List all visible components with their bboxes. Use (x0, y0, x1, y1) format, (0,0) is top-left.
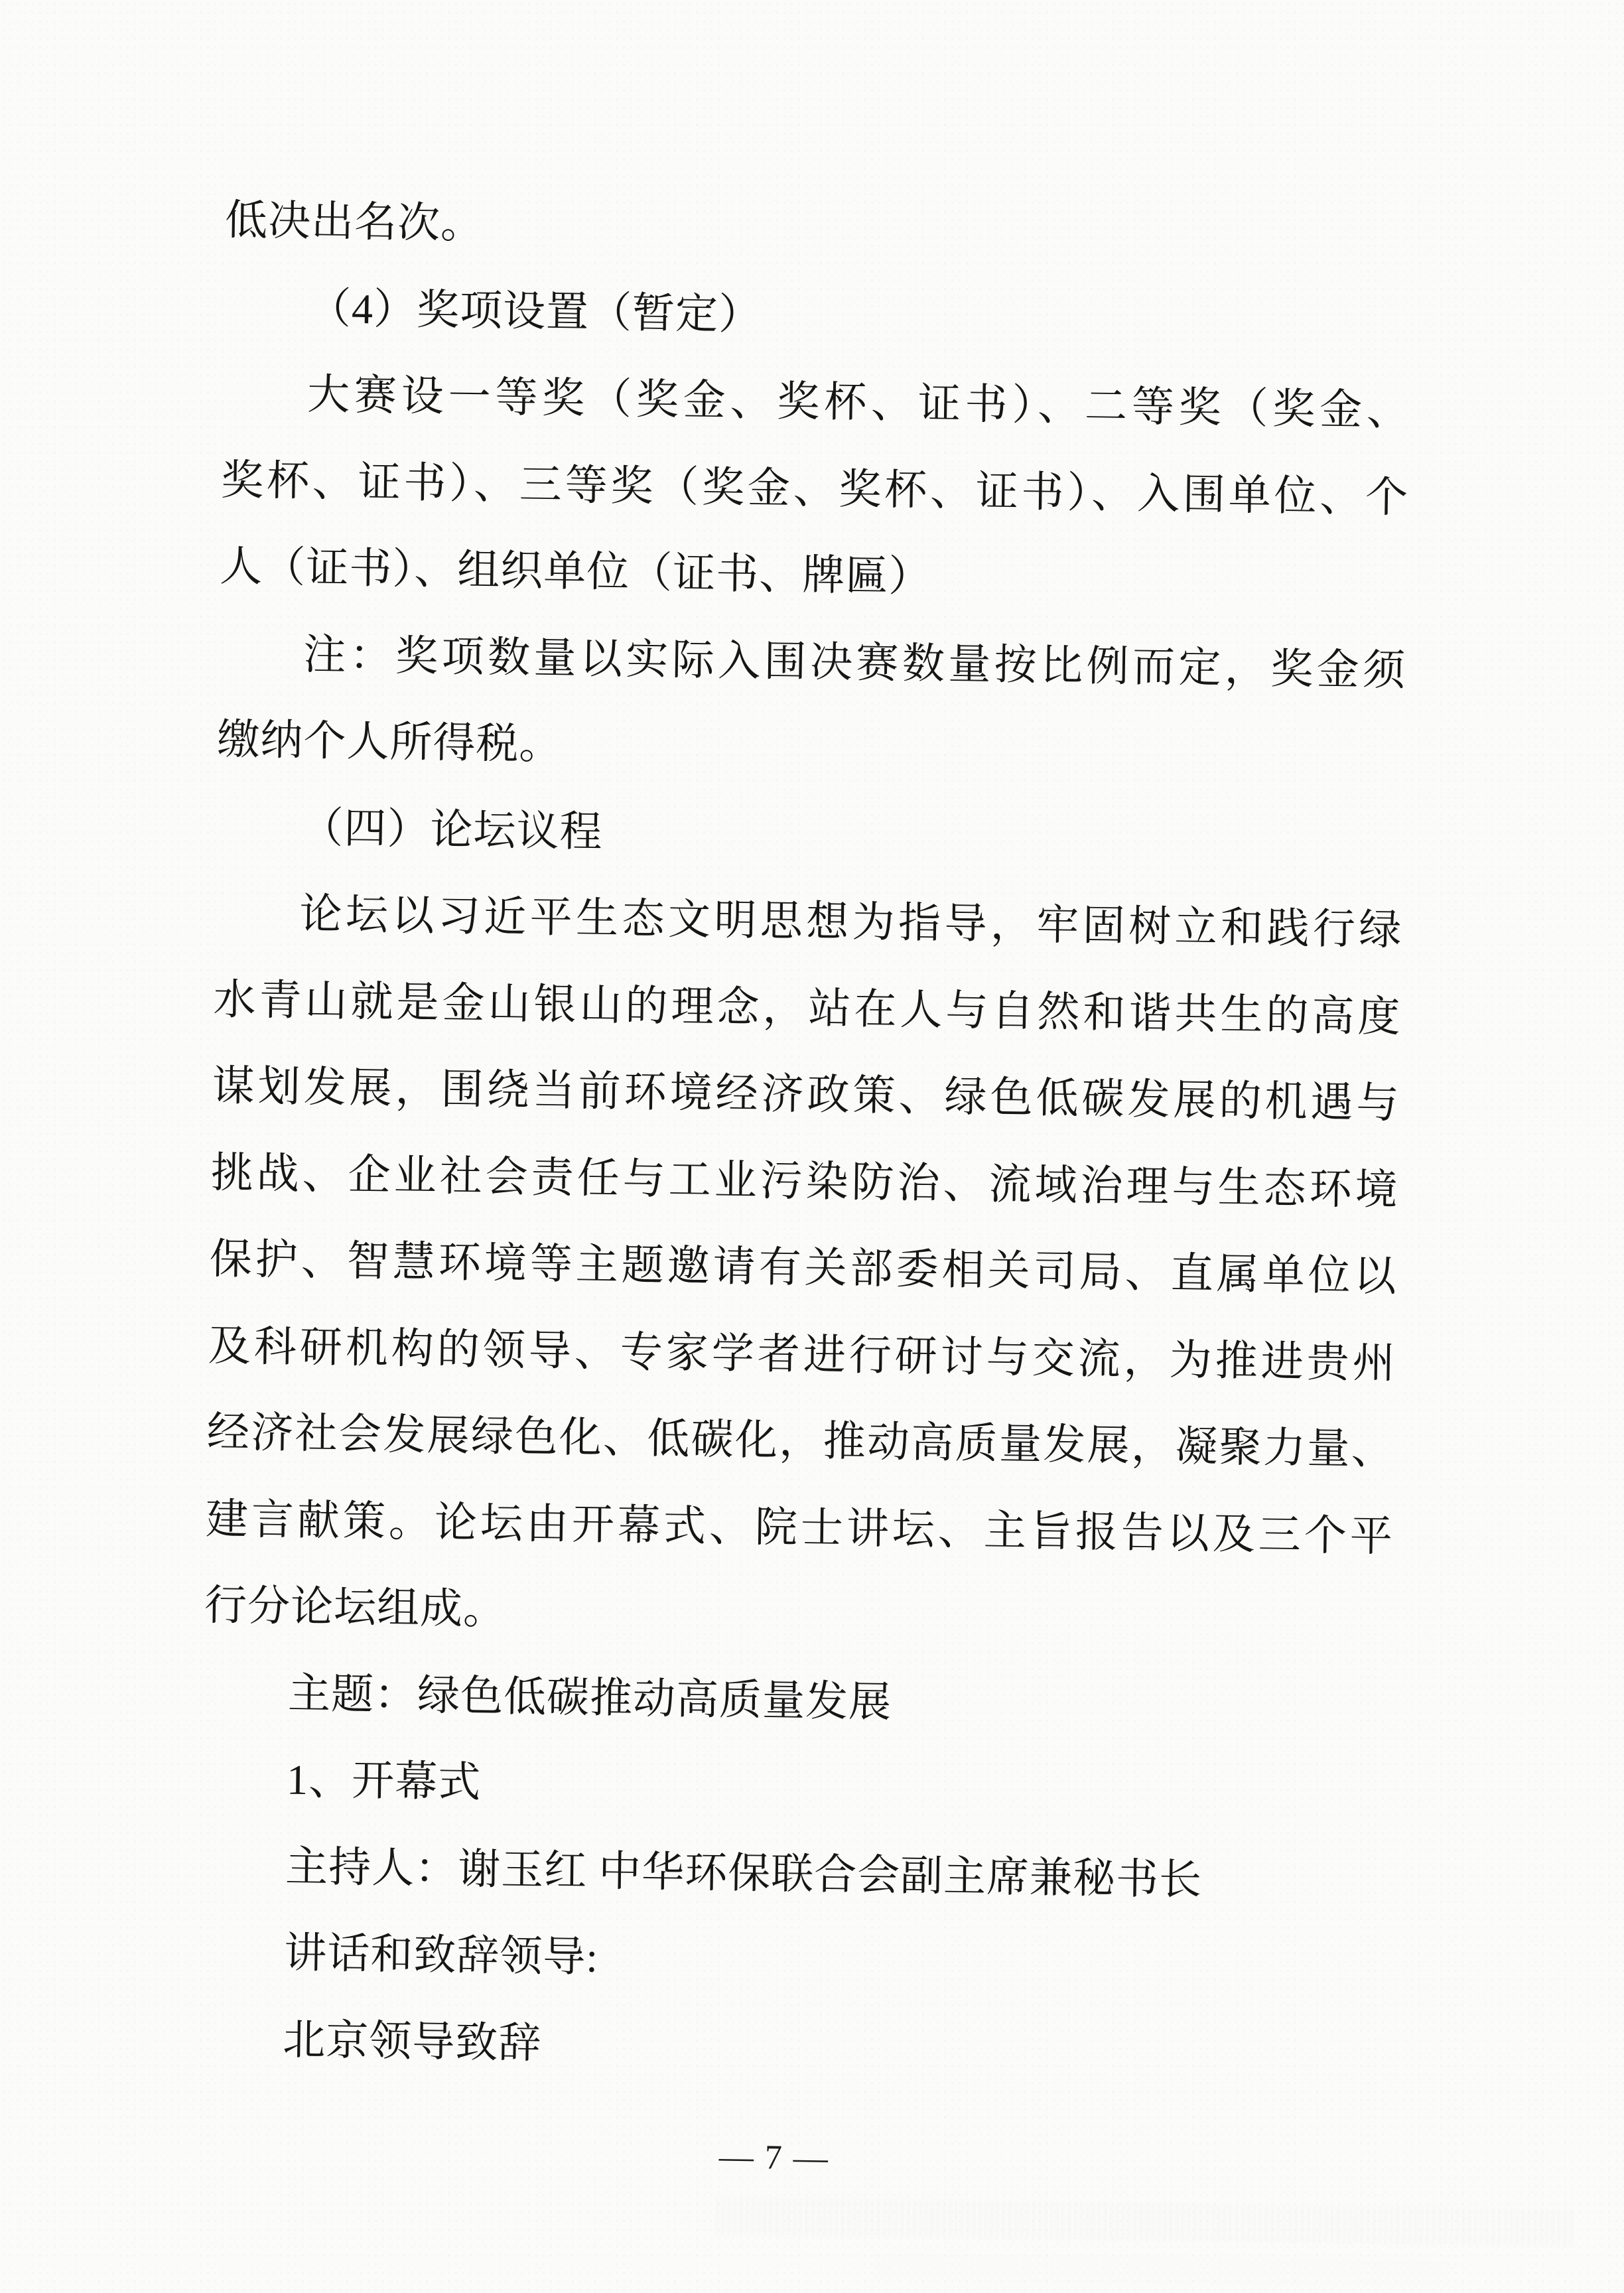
text-line: 谋划发展，围绕当前环境经济政策、绿色低碳发展的机遇与 (212, 1062, 1400, 1127)
scan-smudge (716, 2197, 1573, 2247)
text-line: 低决出名次。 (224, 196, 484, 247)
text-line: 主持人：谢玉红 中华环保联合会副主席兼秘书长 (285, 1842, 1203, 1904)
scan-smudge (876, 2253, 1446, 2288)
text-line: （四）论坛议程 (300, 803, 603, 856)
text-line: 大赛设一等奖（奖金、奖杯、证书）、二等奖（奖金、 (306, 370, 1410, 435)
text-line: 挑战、企业社会责任与工业污染防治、流域治理与生态环境 (210, 1148, 1399, 1214)
text-line: 奖杯、证书）、三等奖（奖金、奖杯、证书）、入围单位、个 (220, 456, 1409, 521)
text-line: 行分论坛组成。 (204, 1581, 507, 1633)
text-line: 水青山就是金山银山的理念，站在人与自然和谐共生的高度 (213, 975, 1401, 1040)
text-line: 建言献策。论坛由开幕式、院士讲坛、主旨报告以及三个平 (205, 1495, 1394, 1560)
text-line: 北京领导致辞 (282, 2016, 542, 2067)
text-line: 人（证书）、组织单位（证书、牌匾） (219, 542, 932, 600)
text-line: 经济社会发展绿色化、低碳化，推动高质量发展，凝聚力量、 (206, 1408, 1395, 1474)
text-line: 论坛以习近平生态文明思想为指导，牢固树立和践行绿 (299, 890, 1402, 954)
text-line: 保护、智慧环境等主题邀请有关部委相关司局、直属单位以 (209, 1235, 1398, 1300)
page-number: — 7 — (718, 2138, 830, 2178)
document-body (196, 177, 1412, 2187)
text-line: 缴纳个人所得税。 (216, 715, 563, 768)
text-line: 注：奖项数量以实际入围决赛数量按比例而定，奖金须 (303, 630, 1406, 694)
text-line: 及科研机构的领导、专家学者进行研讨与交流，为推进贵州 (208, 1322, 1396, 1387)
text-line: （4）奖项设置（暂定） (308, 284, 762, 338)
text-line: 主题：绿色低碳推动高质量发展 (287, 1669, 892, 1726)
text-line: 讲话和致辞领导: (283, 1929, 599, 1981)
text-line: 1、开幕式 (286, 1756, 482, 1806)
